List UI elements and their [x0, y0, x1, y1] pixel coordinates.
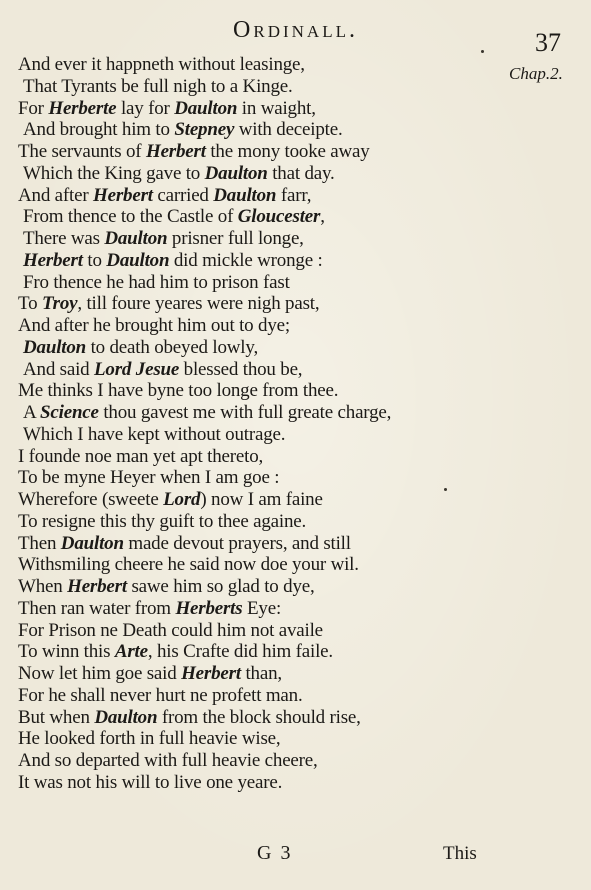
italic-name: Daulton	[174, 97, 238, 119]
running-title: Ordinall.	[233, 17, 358, 43]
verse-line	[18, 163, 488, 185]
verse-text: There was	[23, 228, 105, 249]
verse-line	[18, 119, 488, 141]
verse-text: Then	[18, 532, 61, 554]
italic-name: Gloucester	[237, 206, 321, 228]
verse-text: He looked forth in full heavie wise,	[18, 728, 281, 750]
verse-text: the mony tooke away	[205, 141, 370, 162]
italic-name: Stepney	[174, 119, 235, 141]
verse-text: Eye:	[242, 597, 282, 619]
verse-text: From thence to the Castle of	[23, 206, 238, 228]
verse-text: And brought him to	[23, 119, 175, 141]
italic-name: Herbert	[181, 663, 241, 684]
verse-text: carried	[152, 184, 214, 206]
verse-text: To resigne this thy guift to thee againe.	[18, 510, 307, 532]
italic-name: Daulton	[204, 162, 268, 184]
verse-line	[18, 293, 488, 315]
verse-text: For he shall never hurt ne profett man.	[18, 684, 303, 706]
verse-text: lay for	[116, 97, 175, 119]
verse-text: Wherefore (sweete	[18, 489, 164, 510]
verse-text: For	[18, 97, 49, 119]
italic-name: Herberts	[175, 597, 243, 619]
italic-name: Lord Jesue	[94, 358, 180, 380]
verse-text: And ever it happneth without leasinge,	[18, 54, 305, 75]
verse-line	[18, 272, 488, 294]
verse-text: from the block should rise,	[157, 706, 361, 728]
verse-text: To	[18, 293, 42, 315]
verse-line	[18, 228, 488, 250]
verse-text: That Tyrants be full nigh to a Kinge.	[23, 75, 293, 97]
verse-text: Which the King gave to	[23, 162, 205, 184]
verse-text: , his Crafte did him faile.	[147, 641, 333, 663]
signature-mark: G 3	[257, 842, 293, 864]
verse-line	[18, 598, 488, 620]
ink-speck	[481, 50, 484, 53]
verse-text: made devout prayers, and still	[123, 532, 351, 554]
verse-text: farr,	[276, 184, 312, 206]
verse-text: that day.	[267, 162, 335, 184]
italic-name: Arte	[114, 641, 148, 663]
italic-name: Science	[40, 402, 99, 423]
verse-text: Now let him goe said	[18, 663, 182, 684]
italic-name: Daulton	[104, 228, 168, 249]
chapter-marker: Chap.2.	[509, 64, 563, 83]
italic-name: Herberte	[48, 97, 117, 119]
verse-line	[18, 620, 488, 642]
verse-text: prisner full longe,	[167, 228, 304, 249]
ink-speck	[444, 488, 447, 491]
verse-line	[18, 380, 488, 402]
verse-text: And so departed with full heavie cheere,	[18, 750, 318, 771]
verse-text: to	[82, 249, 107, 271]
verse-line	[18, 250, 488, 272]
italic-name: Troy	[41, 293, 78, 315]
verse-line	[18, 772, 488, 794]
italic-name: Daulton	[94, 706, 158, 728]
verse-line	[18, 76, 488, 98]
verse-text: Which I have kept without outrage.	[23, 423, 286, 445]
verse-line	[18, 98, 488, 120]
verse-block	[18, 54, 488, 794]
verse-text: Fro thence he had him to prison fast	[23, 271, 290, 293]
verse-line	[18, 141, 488, 163]
verse-line	[18, 663, 488, 685]
verse-text: ,	[320, 206, 325, 228]
verse-text: For Prison ne Death could him not availe	[18, 619, 323, 641]
verse-text: sawe him so glad to dye,	[126, 576, 315, 597]
verse-text: than,	[240, 663, 282, 684]
verse-line	[18, 489, 488, 511]
verse-text: with deceipte.	[234, 119, 343, 141]
verse-line	[18, 467, 488, 489]
verse-line	[18, 728, 488, 750]
verse-line	[18, 315, 488, 337]
verse-text: And after	[18, 184, 94, 206]
verse-text: thou gavest me with full greate charge,	[98, 402, 392, 423]
italic-name: Daulton	[106, 249, 170, 271]
verse-text: did mickle wronge :	[169, 249, 323, 271]
verse-text: blessed thou be,	[179, 358, 303, 380]
verse-text: to death obeyed lowly,	[86, 336, 259, 358]
verse-line	[18, 424, 488, 446]
verse-line	[18, 533, 488, 555]
verse-line	[18, 402, 488, 424]
verse-line	[18, 446, 488, 468]
verse-text: ) now I am faine	[200, 489, 323, 510]
verse-text: And said	[23, 358, 95, 380]
verse-text: To winn this	[18, 641, 115, 663]
verse-line	[18, 685, 488, 707]
italic-name: Lord	[163, 489, 201, 510]
verse-line	[18, 185, 488, 207]
verse-line	[18, 554, 488, 576]
verse-text: The servaunts of	[18, 141, 146, 162]
verse-line	[18, 576, 488, 598]
verse-text: Then ran water from	[18, 597, 176, 619]
verse-line	[18, 54, 488, 76]
verse-text: I founde noe man yet apt thereto,	[18, 445, 264, 467]
verse-text: Me thinks I have byne too longe from thee.	[18, 380, 339, 402]
verse-line	[18, 707, 488, 729]
verse-line	[18, 750, 488, 772]
verse-text: Withsmiling cheere he said now doe your wil.	[18, 554, 359, 576]
verse-line	[18, 337, 488, 359]
italic-name: Herbert	[67, 576, 127, 597]
verse-text: It was not his will to live one yeare.	[18, 771, 283, 793]
italic-name: Herbert	[23, 249, 83, 271]
italic-name: Herbert	[145, 141, 206, 162]
verse-line	[18, 641, 488, 663]
page-number: 37	[535, 28, 561, 57]
verse-line	[18, 511, 488, 533]
verse-text: in waight,	[237, 97, 316, 119]
verse-text: When	[18, 576, 68, 597]
verse-text: And after he brought him out to dye;	[18, 315, 290, 336]
verse-text: A	[23, 402, 41, 423]
catchword: This	[443, 843, 477, 864]
verse-text: , till foure yeares were nigh past,	[77, 293, 320, 315]
verse-text: To be myne Heyer when I am goe :	[18, 467, 280, 489]
verse-text: But when	[18, 706, 95, 728]
italic-name: Daulton	[60, 532, 124, 554]
verse-line	[18, 359, 488, 381]
italic-name: Daulton	[213, 184, 277, 206]
italic-name: Daulton	[23, 336, 87, 358]
verse-line	[18, 206, 488, 228]
italic-name: Herbert	[93, 184, 153, 206]
